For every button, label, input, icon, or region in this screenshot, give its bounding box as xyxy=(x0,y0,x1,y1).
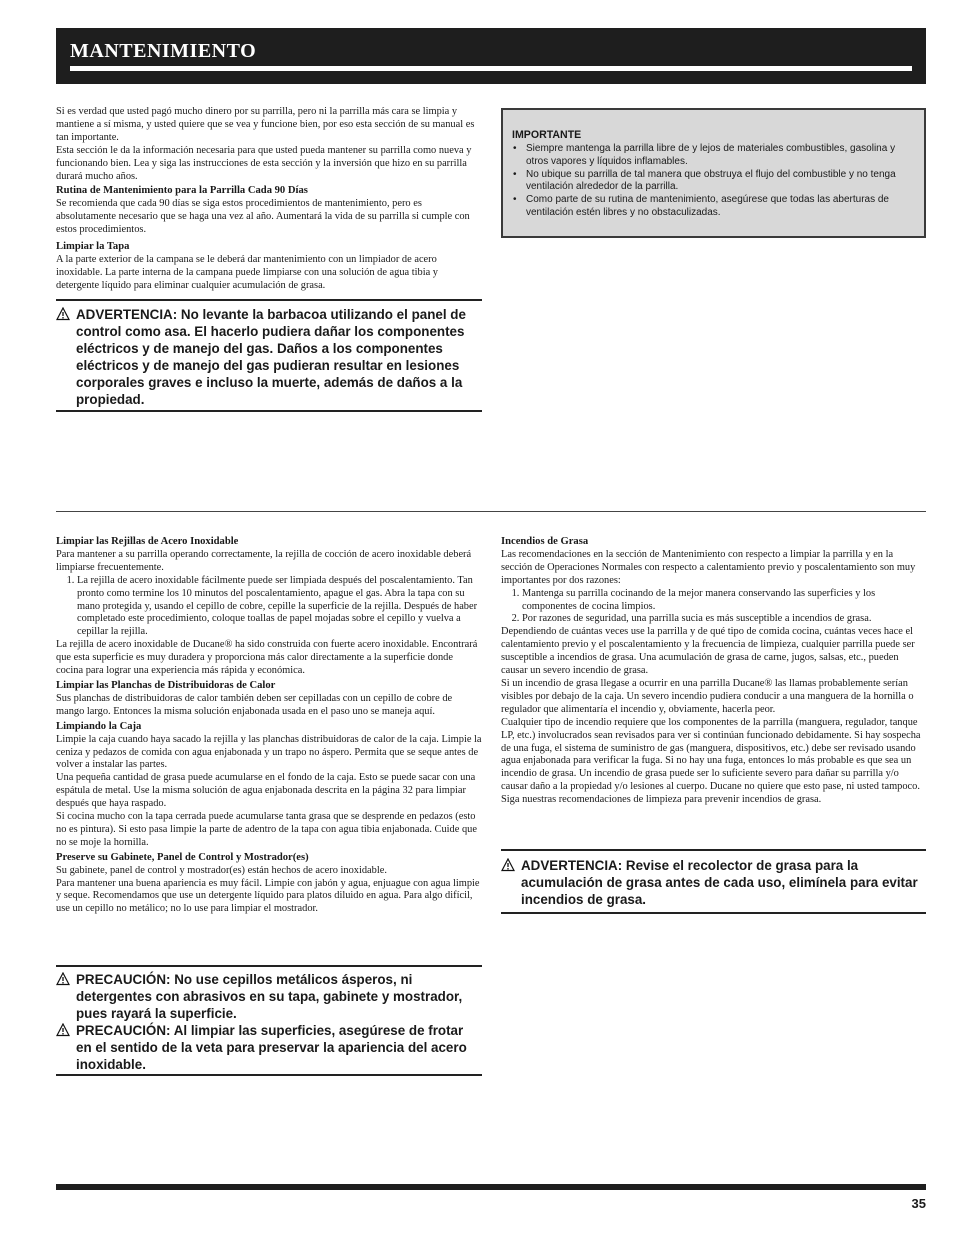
warning-top-box xyxy=(56,299,482,412)
warning-bottom-text: ADVERTENCIA: Revise el recolector de grasa para la acumulación de grasa antes de cada uso, elimínela para evitar incendios de grasa. xyxy=(521,858,918,907)
cabinet-paragraph-1: Su gabinete, panel de control y mostrador(es) están hechos de acero inoxidable. xyxy=(56,864,387,876)
box-paragraph-3: Si cocina mucho con la tapa cerrada puede acumularse tanta grasa que se desprende en pedazos (esto no es pintura). Si esto pasa limpie la parte de adentro de la tapa con agua tibia enjabonada. Cuide que no se moje la hornilla. xyxy=(56,811,477,848)
routine-paragraph: Se recomienda que cada 90 días se siga estos procedimientos de mantenimiento, pero es absolutamente necesario que se haga una vez al año. Aumentará la vida de su parrilla si cumple con estos procedimientos. xyxy=(56,198,470,236)
important-item: • Como parte de su rutina de mantenimiento, asegúrese que todas las aberturas de ventilación estén libres y no obstaculizadas. xyxy=(512,194,914,220)
cabinet-paragraph-2: Para mantener una buena apariencia es muy fácil. Limpie con jabón y agua, enjuague con agua limpie y seque. Recomendamos que use un detergente líquido para platos diluido en agua. Para algo difícil, use un cepillo no metálico; no lo use para limpiar el mostrador. xyxy=(56,877,480,915)
list-item: 1. La rejilla de acero inoxidable fácilmente puede ser limpiada después del poscalentamiento. Tan pronto como termine los 10 minutos del poscalentamiento, apague el gas. Abra la tapa con su mano protegida y, usando el cepillo de cobre, cepille la superficie de la rejilla. Después de haber completado este procedimiento, coloque toallas de papel mojadas sobre el cepillo y vuelva a cepillar la rejilla. xyxy=(77,575,482,640)
list-item: 1. Mantenga su parrilla cocinando de la mejor manera conservando las superficies y los componentes de cocina limpios. xyxy=(522,588,926,614)
header-underline xyxy=(70,66,912,71)
heading-plates: Limpiar las Planchas de Distribuidoras de Calor xyxy=(56,679,276,691)
left-column xyxy=(56,534,482,916)
grates-list xyxy=(56,575,482,640)
caution-text-2: PRECAUCIÓN: Al limpiar las superficies, asegúrese de frotar en el sentido de la veta para preservar la apariencia del acero inoxidable. xyxy=(76,1023,467,1072)
intro-section xyxy=(56,106,482,293)
important-list xyxy=(512,143,914,220)
warning-bottom-item xyxy=(501,857,926,908)
caution-text-1: PRECAUCIÓN: No use cepillos metálicos ásperos, ni detergentes con abrasivos en su tapa, gabinete y mostrador, pues rayará la superficie. xyxy=(76,972,463,1021)
header-bar xyxy=(56,28,926,84)
section-divider xyxy=(56,511,926,512)
warning-triangle-icon xyxy=(56,1023,70,1037)
box-paragraph-2: Una pequeña cantidad de grasa puede acumularse en el fondo de la caja. Esto se puede sacar con una espátula de metal. Use la misma solución de agua enjabonada descrita en la página 32 para limpiar después que haya raspado. xyxy=(56,772,476,810)
important-title: IMPORTANTE xyxy=(512,129,582,141)
caution-item-2 xyxy=(56,1022,482,1073)
heading-routine: Rutina de Mantenimiento para la Parrilla Cada 90 Días xyxy=(56,185,308,197)
warning-bottom-box xyxy=(501,849,926,914)
caution-item-1 xyxy=(56,971,482,1022)
warning-top-text: ADVERTENCIA: No levante la barbacoa utilizando el panel de control como asa. El hacerlo pudiera dañar los componentes eléctricos y de manejo del gas. Daños a los componentes eléctricos y de manejo del gas pudieran resultar en lesiones corporales graves e incluso la muerte, además de daños a la propiedad. xyxy=(76,307,466,407)
fires-paragraph-4: Cualquier tipo de incendio requiere que los componentes de la parrilla (manguera, regulador, tanque LP, etc.) involucrados sean revisados para ver si continúan funcionado debidamente. Si hay sospecha de una fuga, el sistema de suministro de gas (manguera, dispositivos, etc.) debe ser revisado usando agua enjabonada para verificar la fuga. Si no hay una fuga, entonces lo más probable es que sea un incendio de grasa. Un incendio de grasa puede ser lo suficiente severo para dañar su parrilla y/o causar daño a la propiedad y/o lesiones al cuerpo. Ducane no quiere que esto pase, ni usted tampoco. Siga nuestras recomendaciones de limpieza para prevenir incendios de grasa. xyxy=(501,716,921,806)
caution-box xyxy=(56,965,482,1076)
fires-paragraph-2: Dependiendo de cuántas veces use la parrilla y de qué tipo de comida cocina, cuántas veces hace el calentamiento previo y el poscalentamiento y la frecuencia de limpieza, cualquier parrilla puede ser susceptible a incendios de grasa. Una acumulación de grasa de carne, jugos, salsas, etc., pueden causar un severo incendio de grasa. xyxy=(501,626,915,677)
warning-triangle-icon xyxy=(56,307,70,321)
right-column xyxy=(501,534,926,807)
important-item: • Siempre mantenga la parrilla libre de y lejos de materiales combustibles, gasolina y otros vapores y líquidos inflamables. xyxy=(512,143,914,169)
grates-paragraph: Para mantener a su parrilla operando correctamente, la rejilla de cocción de acero inoxidable deberá limpiarse frecuentemente. xyxy=(56,548,472,573)
intro-paragraph-2: Esta sección le da la información necesaria para que usted pueda mantener su parrilla como nueva y funcionando bien. Lea y siga las instrucciones de esta sección y la inversión que hizo en su parrilla durará mucho años. xyxy=(56,144,472,182)
warning-triangle-icon xyxy=(501,858,515,872)
intro-paragraph-1: Si es verdad que usted pagó mucho dinero por su parrilla, pero ni la parrilla más cara se limpia y mantiene a sí misma, y usted quiere que se vea y funcione bien, por eso esta sección de su manual es tan importante. xyxy=(56,106,475,143)
box-paragraph-1: Limpie la caja cuando haya sacado la rejilla y las planchas distribuidoras de calor de la caja. Limpie la ceniza y pedazos de comida con agua enjabonada y un trapo no áspero. Permita que se seque antes de volver a instalar las partes. xyxy=(56,733,482,771)
grates-paragraph-2: La rejilla de acero inoxidable de Ducane® ha sido construida con fuerte acero inoxidable. Encontrará que esta superficie es muy duradera y proporciona más calor directamente a la superficie donde cocina para lograr una experiencia más rápida y económica. xyxy=(56,639,478,677)
page-title: MANTENIMIENTO xyxy=(70,40,257,62)
page-number: 35 xyxy=(911,1196,926,1211)
warning-triangle-icon xyxy=(56,972,70,986)
fires-paragraph-1: Las recomendaciones en la sección de Mantenimiento con respecto a limpiar la parrilla y en la sección de Operaciones Normales con respecto a calentamiento previo y poscalentamiento son muy importantes por dos razones: xyxy=(501,548,916,586)
list-item: 2. Por razones de seguridad, una parrilla sucia es más susceptible a incendios de grasa. xyxy=(522,613,926,626)
heading-fires: Incendios de Grasa xyxy=(501,536,589,547)
heading-grates: Limpiar las Rejillas de Acero Inoxidable xyxy=(56,536,239,547)
heading-lid: Limpiar la Tapa xyxy=(56,241,130,253)
heading-cabinet: Preserve su Gabinete, Panel de Control y Mostrador(es) xyxy=(56,851,309,863)
heading-box: Limpiando la Caja xyxy=(56,720,142,732)
fires-list xyxy=(501,588,926,627)
important-item: • No ubique su parrilla de tal manera que obstruya el flujo del combustible y no tenga ventilación alrededor de la parrilla. xyxy=(512,169,914,195)
lid-paragraph: A la parte exterior de la campana se le deberá dar mantenimiento con un limpiador de acero inoxidable. La parte interna de la campana puede limpiarse con una solución de agua tibia y detergente líquido para eliminar cualquier acumulación de grasa. xyxy=(56,253,438,291)
fires-paragraph-3: Si un incendio de grasa llegase a ocurrir en una parrilla Ducane® las llamas probablemente serían visibles por debajo de la caja. Un severo incendio pudiera conducir a una manguera de la hornilla o regulador que alimentaría el incendio y, obviamente, hacerla peor. xyxy=(501,677,914,715)
warning-top-item xyxy=(56,306,482,408)
important-box xyxy=(501,108,926,238)
plates-paragraph: Sus planchas de distribuidoras de calor también deben ser cepilladas con un cepillo de cobre de mango largo. Entonces la misma solución enjabonada usada en el paso uno se maneja aquí. xyxy=(56,692,453,717)
footer-bar xyxy=(56,1184,926,1190)
